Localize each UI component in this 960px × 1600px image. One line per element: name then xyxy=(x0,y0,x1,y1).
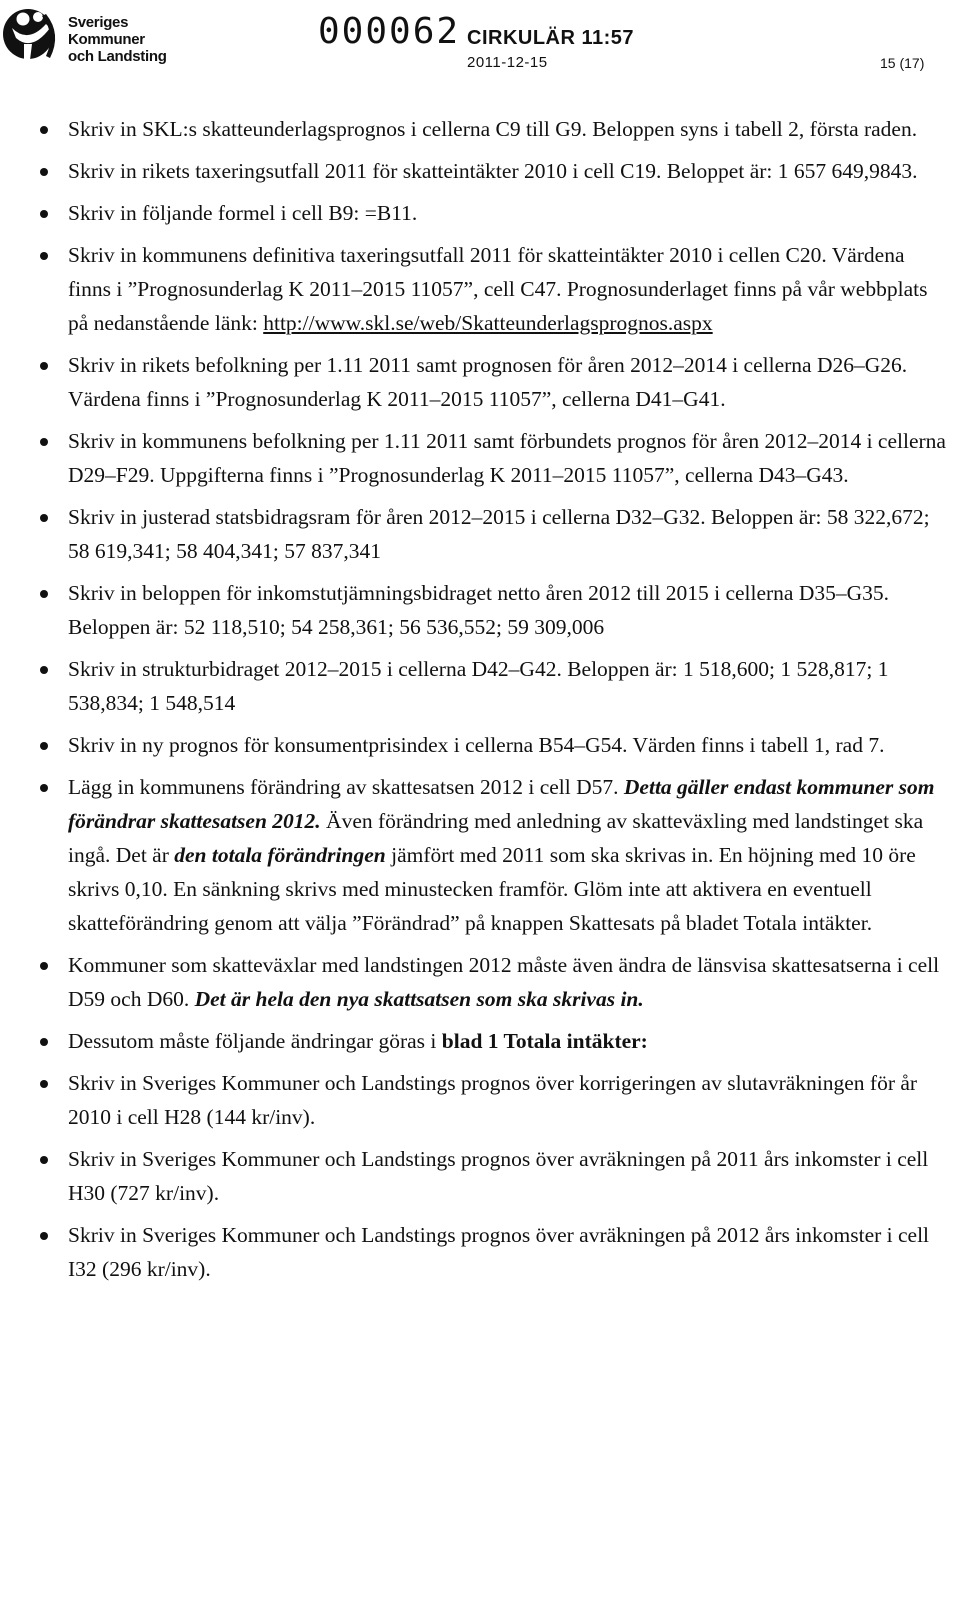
list-item xyxy=(36,112,948,146)
item-text: Skriv in beloppen för inkomstutjämningsbidraget netto åren 2012 till 2015 i cellerna D35–G35. Beloppen är: 52 118,510; 54 258,361; 56 536,552; 59 309,006 xyxy=(68,581,890,639)
item-text: Skriv in justerad statsbidragsram för åren 2012–2015 i cellerna D32–G32. Beloppen är: 58 322,672; 58 619,341; 58 404,341; 57 837,341 xyxy=(68,505,930,563)
list-item xyxy=(36,728,948,762)
list-item xyxy=(36,154,948,188)
list-item xyxy=(36,348,948,416)
bullet-icon xyxy=(40,784,48,792)
document-date: 2011-12-15 xyxy=(467,54,548,71)
bullet-icon xyxy=(40,1232,48,1240)
bullet-icon xyxy=(40,590,48,598)
item-text: Skriv in Sveriges Kommuner och Landstings prognos över avräkningen på 2011 års inkomster i cell H30 (727 kr/inv). xyxy=(68,1147,929,1205)
item-text: Dessutom måste följande ändringar göras i xyxy=(68,1029,442,1053)
org-line-1: Sveriges xyxy=(68,14,129,31)
item-text: Skriv in kommunens definitiva taxeringsutfall 2011 för skatteintäkter 2010 i cellen C20. Värdena finns i ”Prognosunderlag K 2011–2015 11057”, cell C47. Prognosunderlaget finns på vår webbplats på nedanstående länk: xyxy=(68,243,928,335)
list-item xyxy=(36,238,948,340)
bullet-icon xyxy=(40,362,48,370)
prognosis-link[interactable]: http://www.skl.se/web/Skatteunderlagsprognos.aspx xyxy=(263,311,713,335)
document-number: 000062 xyxy=(318,11,461,52)
item-strong: blad 1 Totala intäkter: xyxy=(441,1029,648,1053)
bullet-icon xyxy=(40,1156,48,1164)
page-number: 15 (17) xyxy=(880,55,925,71)
list-item xyxy=(36,424,948,492)
organization-name xyxy=(68,14,167,65)
item-text: Skriv in kommunens befolkning per 1.11 2011 samt förbundets prognos för åren 2012–2014 i cellerna D29–F29. Uppgifterna finns i ”Prognosunderlag K 2011–2015 11057”, cellerna D43–G43. xyxy=(68,429,946,487)
instruction-list xyxy=(36,112,948,1286)
item-emphasis: Detta gäller endast kommuner som förändrar skattesatsen 2012. xyxy=(68,775,935,833)
bullet-icon xyxy=(40,666,48,674)
instruction-list-container xyxy=(36,112,948,1294)
bullet-icon xyxy=(40,514,48,522)
item-text: Skriv in ny prognos för konsumentprisindex i cellerna B54–G54. Värden finns i tabell 1, rad 7. xyxy=(68,733,885,757)
bullet-icon xyxy=(40,252,48,260)
bullet-icon xyxy=(40,438,48,446)
bullet-icon xyxy=(40,126,48,134)
item-text: Även förändring med anledning av skatteväxling med landstinget ska ingå. Det är xyxy=(68,809,924,867)
list-item xyxy=(36,576,948,644)
item-emphasis: den totala förändringen xyxy=(174,843,386,867)
bullet-icon xyxy=(40,1038,48,1046)
item-text: Skriv in rikets taxeringsutfall 2011 för skatteintäkter 2010 i cell C19. Beloppet är: 1 657 649,9843. xyxy=(68,159,918,183)
item-emphasis: Det är hela den nya skattsatsen som ska skrivas in. xyxy=(194,987,644,1011)
bullet-icon xyxy=(40,1080,48,1088)
org-line-3: och Landsting xyxy=(68,48,167,65)
item-text: Skriv in följande formel i cell B9: =B11. xyxy=(68,201,418,225)
bullet-icon xyxy=(40,742,48,750)
item-text: Skriv in Sveriges Kommuner och Landstings prognos över korrigeringen av slutavräkningen för år 2010 i cell H28 (144 kr/inv). xyxy=(68,1071,918,1129)
list-item xyxy=(36,500,948,568)
item-text: Skriv in strukturbidraget 2012–2015 i cellerna D42–G42. Beloppen är: 1 518,600; 1 528,817; 1 538,834; 1 548,514 xyxy=(68,657,889,715)
bullet-icon xyxy=(40,962,48,970)
list-item xyxy=(36,1024,948,1058)
bullet-icon xyxy=(40,210,48,218)
list-item xyxy=(36,652,948,720)
item-text: Kommuner som skatteväxlar med landstingen 2012 måste även ändra de länsvisa skattesatserna i cell D59 och D60. xyxy=(68,953,940,1011)
list-item xyxy=(36,948,948,1016)
page-header xyxy=(0,0,960,80)
bullet-icon xyxy=(40,168,48,176)
item-text: Lägg in kommunens förändring av skattesatsen 2012 i cell D57. xyxy=(68,775,624,799)
list-item xyxy=(36,770,948,940)
list-item xyxy=(36,1218,948,1286)
list-item xyxy=(36,1066,948,1134)
item-text: Skriv in rikets befolkning per 1.11 2011 samt prognosen för åren 2012–2014 i cellerna D26–G26. Värdena finns i ”Prognosunderlag K 2011–2015 11057”, cellerna D41–G41. xyxy=(68,353,908,411)
item-text: Skriv in SKL:s skatteunderlagsprognos i cellerna C9 till G9. Beloppen syns i tabell 2, första raden. xyxy=(68,117,918,141)
list-item xyxy=(36,196,948,230)
item-text: jämfört med 2011 som ska skrivas in. En höjning med 10 öre skrivs 0,10. En sänkning skrivs med minustecken framför. Glöm inte att aktivera en eventuell skatteförändring genom att välja ”Förändrad” på knappen Skattesats på bladet Totala intäkter. xyxy=(68,843,916,935)
circular-label: CIRKULÄR 11:57 xyxy=(467,27,635,49)
item-text: Skriv in Sveriges Kommuner och Landstings prognos över avräkningen på 2012 års inkomster i cell I32 (296 kr/inv). xyxy=(68,1223,930,1281)
org-line-2: Kommuner xyxy=(68,31,145,48)
list-item xyxy=(36,1142,948,1210)
skl-logo-icon xyxy=(2,4,64,66)
